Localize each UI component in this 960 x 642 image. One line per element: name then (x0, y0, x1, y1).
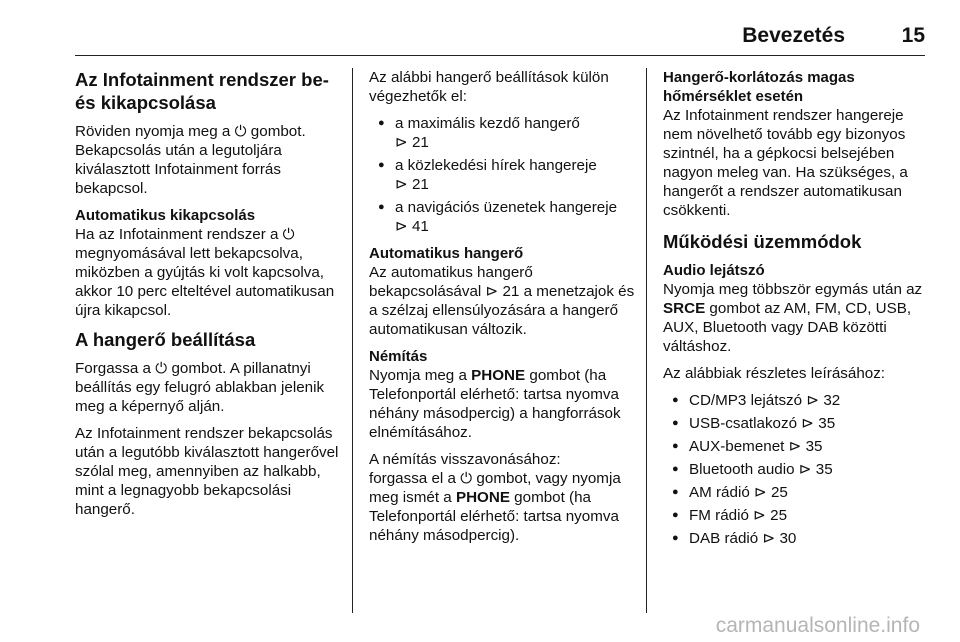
page-ref-arrow-icon: ⊳ (798, 461, 812, 478)
heading-power: Az Infotainment rendszer be- és kikapcsolása (75, 69, 329, 113)
page-header (75, 24, 925, 58)
page-ref-arrow-icon: ⊳ (395, 218, 408, 235)
paragraph-power: Röviden nyomja meg a ⏻ gombot. Bekapcsolás után a legutoljára kiválasztott Infotainment forrás bekapcsol. (75, 123, 306, 197)
page-ref-arrow-icon: ⊳ (395, 134, 408, 151)
paragraph-temp-limit: Az Infotainment rendszer hangereje nem növelhető tovább egy bizonyos szintnél, ha a gépkocsi belsejében nagyon meleg van. Ha szükséges, a hangerőt a rendszer automatikusan csökkenti. (663, 107, 908, 219)
paragraph-unmute: A némítás visszavonásához: forgassa el a ⏻ gombot, vagy nyomja meg ismét a PHONE gombot (ha Telefonportál elérhető: tartsa nyomva néhány másodpercig). (369, 451, 621, 544)
list-item: ● AUX-bemenet ⊳ 35 (663, 437, 925, 456)
audio-sources-list (663, 391, 925, 548)
list-item: ● a közlekedési hírek hangereje ⊳ 21 (369, 156, 637, 194)
page-ref[interactable]: 32 (823, 392, 841, 409)
phone-button-label: PHONE (471, 367, 526, 384)
paragraph-auto-off: Ha az Infotainment rendszer a ⏻ megnyomásával lett bekapcsolva, miközben a gyújtás ki volt kapcsolva, akkor 10 perc elteltével automatikusan újra kikapcsol. (75, 226, 335, 319)
paragraph-mute: Nyomja meg a PHONE gombot (ha Telefonportál elérhető: tartsa nyomva néhány másodpercig) a hangforrások elnémításához. (369, 367, 621, 441)
heading-auto-off: Automatikus kikapcsolás (75, 207, 256, 224)
page-ref[interactable]: 30 (779, 530, 797, 547)
page-ref-arrow-icon: ⊳ (801, 415, 815, 432)
column-3 (663, 68, 925, 556)
power-icon: ⏻ (155, 360, 168, 377)
list-item: ● Bluetooth audio ⊳ 35 (663, 460, 925, 479)
page-ref[interactable]: 35 (815, 461, 833, 478)
page-ref[interactable]: 35 (818, 415, 836, 432)
heading-mute: Némítás (369, 348, 428, 365)
column-divider-2 (646, 68, 647, 613)
page-ref[interactable]: 25 (770, 507, 788, 524)
column-2 (369, 68, 637, 553)
list-item: ● AM rádió ⊳ 25 (663, 483, 925, 502)
section-title: Bevezetés (742, 24, 845, 47)
power-icon: ⏻ (460, 470, 473, 487)
page-ref-arrow-icon: ⊳ (753, 507, 766, 524)
page-number: 15 (901, 24, 925, 47)
volume-settings-list (369, 114, 637, 236)
list-item: ● a navigációs üzenetek hangereje ⊳ 41 (369, 198, 637, 236)
page-ref-arrow-icon: ⊳ (485, 283, 499, 300)
page-ref-arrow-icon: ⊳ (788, 438, 802, 455)
paragraph-intro: Az alábbi hangerő beállítások külön végezhetők el: (369, 69, 609, 105)
heading-volume: A hangerő beállítása (75, 329, 256, 350)
phone-button-label: PHONE (455, 489, 510, 506)
page-ref-arrow-icon: ⊳ (754, 484, 767, 501)
list-item: ● CD/MP3 lejátszó ⊳ 32 (663, 391, 925, 410)
heading-modes: Működési üzemmódok (663, 231, 862, 252)
list-item: ● a maximális kezdő hangerő ⊳ 21 (369, 114, 637, 152)
column-divider-1 (352, 68, 353, 613)
paragraph-volume-2: Az Infotainment rendszer bekapcsolás után a legutóbb kiválasztott hangerővel szólal meg, amennyiben az halkabb, mint a legnagyobb bekapcsolási hangerő. (75, 425, 339, 518)
paragraph-volume-1: Forgassa a ⏻ gombot. A pillanatnyi beállítás egy felugró ablakban jelenik meg a képernyő alján. (75, 360, 325, 415)
power-icon: ⏻ (282, 226, 295, 243)
heading-audio-player: Audio lejátszó (663, 262, 765, 279)
page-ref-arrow-icon: ⊳ (762, 530, 776, 547)
column-1 (75, 68, 343, 527)
heading-auto-volume: Automatikus hangerő (369, 245, 524, 262)
page-ref-arrow-icon: ⊳ (806, 392, 820, 409)
srce-button-label: SRCE (663, 300, 706, 317)
page-ref[interactable]: 21 (411, 176, 429, 193)
page-ref[interactable]: 25 (770, 484, 788, 501)
heading-temp-limit: Hangerő-korlátozás magas hőmérséklet esetén (663, 69, 855, 105)
page-ref[interactable]: 21 (411, 134, 429, 151)
page-ref[interactable]: 41 (411, 218, 429, 235)
page-ref[interactable]: 35 (805, 438, 823, 455)
list-item: ● DAB rádió ⊳ 30 (663, 529, 925, 548)
header-divider (75, 55, 925, 56)
paragraph-details: Az alábbiak részletes leírásához: (663, 365, 886, 382)
list-item: ● FM rádió ⊳ 25 (663, 506, 925, 525)
paragraph-auto-volume: Az automatikus hangerő bekapcsolásával ⊳ 21 a menetzajok és a szélzaj ellensúlyozására a hangerő automatikusan változik. (369, 264, 635, 338)
list-item: ● USB-csatlakozó ⊳ 35 (663, 414, 925, 433)
paragraph-audio-player: Nyomja meg többször egymás után az SRCE gombot az AM, FM, CD, USB, AUX, Bluetooth vagy DAB közötti váltáshoz. (663, 281, 923, 355)
page-ref-arrow-icon: ⊳ (395, 176, 408, 193)
power-icon: ⏻ (234, 123, 247, 140)
page-ref[interactable]: 21 (502, 283, 520, 300)
watermark: carmanualsonline.info (715, 614, 920, 637)
